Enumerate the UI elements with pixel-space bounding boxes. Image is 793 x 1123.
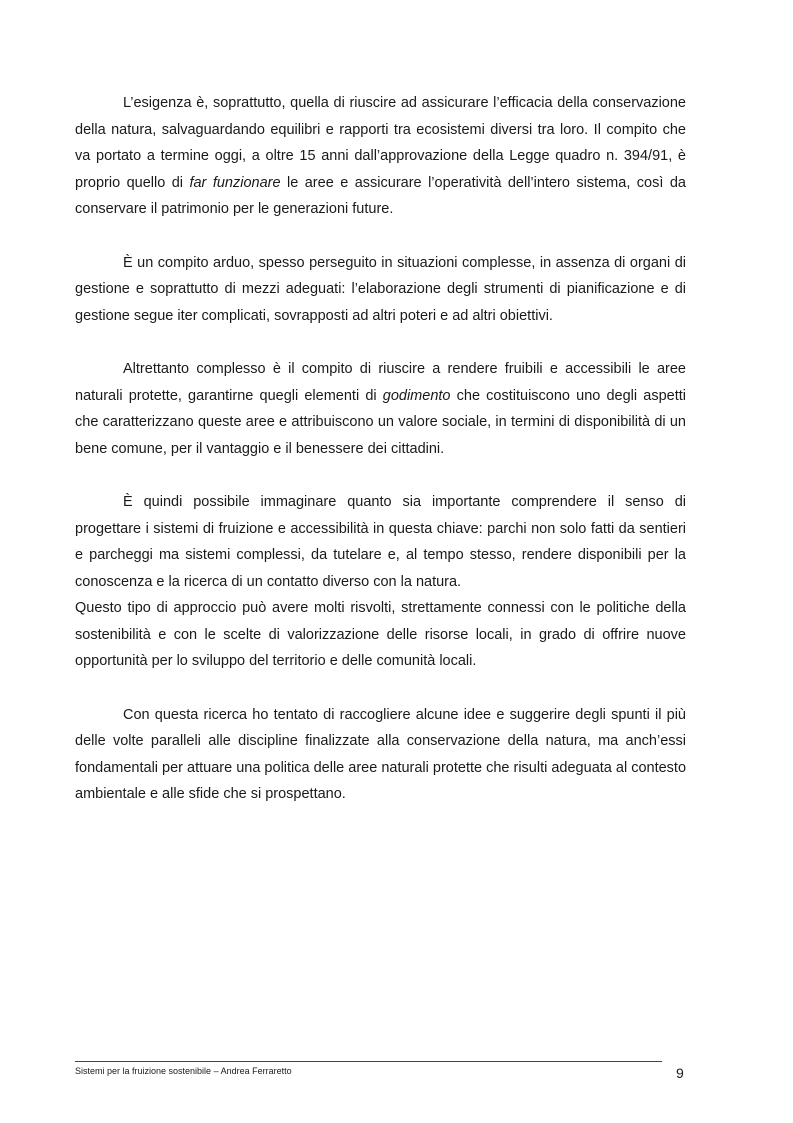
page-number: 9 xyxy=(676,1065,684,1081)
paragraph-1-text-b: le aree e assicurare l’operatività dell’intero sistema, così da conservare il patrimonio per le generazioni future. xyxy=(75,174,686,218)
paragraph-2: È un compito arduo, spesso perseguito in situazioni complesse, in assenza di organi di gestione e soprattutto di mezzi adeguati: l’elaborazione degli strumenti di pianificazione e di gestione segue iter complicati, sovrapposti ad altri poteri e ad altri obiettivi. xyxy=(75,254,686,324)
paragraph-1-text-a: L’esigenza è, soprattutto, quella di riuscire ad assicurare l’efficacia della conservazione della natura, salvaguardando equilibri e rapporti tra ecosistemi diversi tra loro. Il compito che va portato a termine oggi, a oltre 15 anni dall’approvazione della Legge quadro n. 394/91, è proprio quello di xyxy=(75,95,686,191)
footer-divider xyxy=(75,1061,662,1062)
paragraph-3 xyxy=(75,356,686,462)
page-body xyxy=(75,90,686,808)
paragraph-3-text-a: Altrettanto complesso è il compito di riuscire a rendere fruibili e accessibili le aree naturali protette, garantirne quegli elementi di xyxy=(75,360,686,404)
paragraph-1-emphasis: far funzionare xyxy=(189,174,281,191)
paragraph-5: Questo tipo di approccio può avere molti risvolti, strettamente connessi con le politiche della sostenibilità e con le scelte di valorizzazione delle risorse locali, in grado di offrire nuove opportunità per lo sviluppo del territorio e delle comunità locali. xyxy=(75,600,686,670)
paragraph-3-text-b: che costituiscono uno degli aspetti che caratterizzano queste aree e attribuiscono un valore sociale, in termini di disponibilità di un bene comune, per il vantaggio e il benessere dei cittadini. xyxy=(75,387,686,457)
paragraph-4: È quindi possibile immaginare quanto sia importante comprendere il senso di progettare i sistemi di fruizione e accessibilità in questa chiave: parchi non solo fatti da sentieri e parcheggi ma sistemi complessi, da tutelare e, al tempo stesso, rendere disponibili per la conoscenza e la ricerca di un contatto diverso con la natura. xyxy=(75,493,686,590)
paragraph-6: Con questa ricerca ho tentato di raccogliere alcune idee e suggerire degli spunti il più delle volte paralleli alle discipline finalizzate alla conservazione della natura, ma anch’essi fondamentali per attuare una politica delle aree naturali protette che risulti adeguata al contesto ambientale e alle sfide che si prospettano. xyxy=(75,706,687,803)
paragraph-1 xyxy=(75,90,686,223)
paragraph-3-emphasis: godimento xyxy=(382,387,451,404)
footer-text: Sistemi per la fruizione sostenibile – Andrea Ferraretto xyxy=(75,1066,292,1076)
